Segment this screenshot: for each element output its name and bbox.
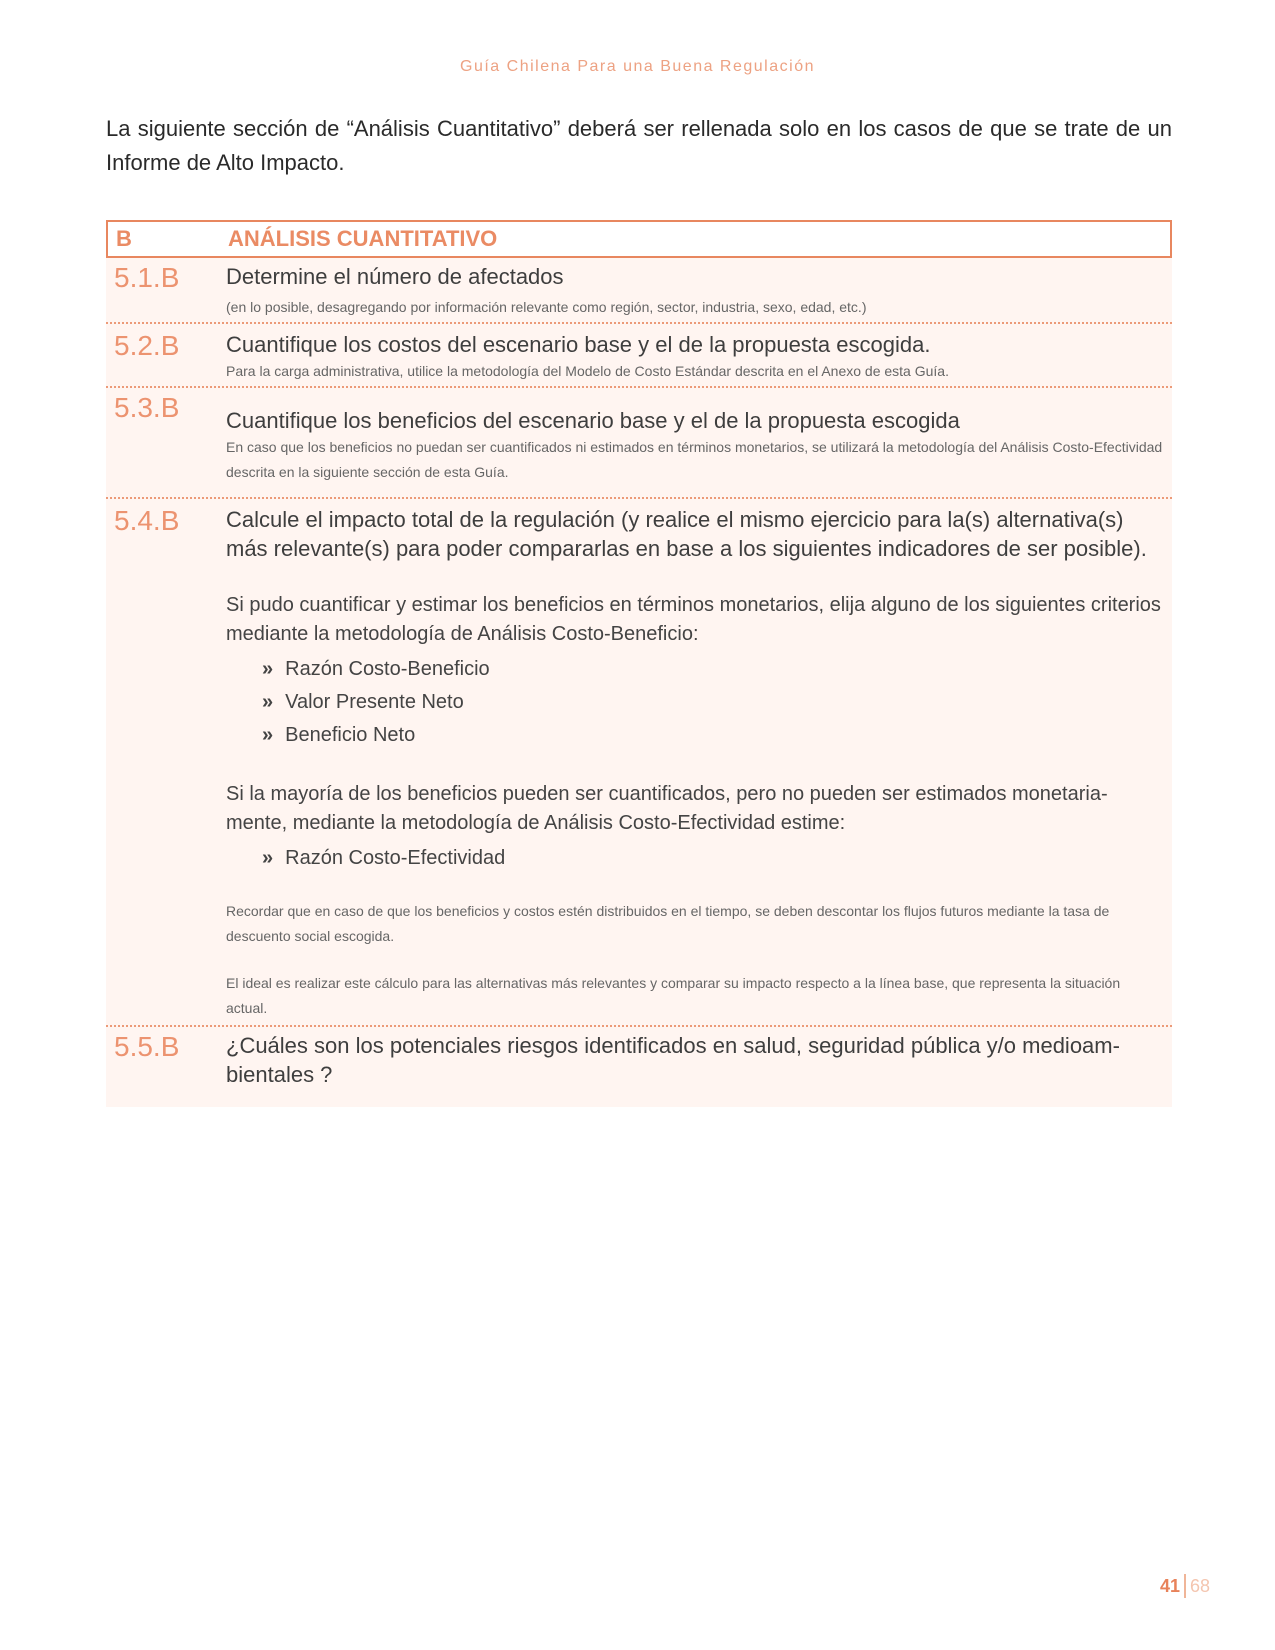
criteria-list-monetary: [226, 653, 1164, 752]
chevron-right-icon: »: [262, 724, 274, 746]
table-row: [106, 324, 1172, 388]
alternatives-note: El ideal es realizar este cálculo para las alternativas más relevantes y comparar su impacto respecto a la línea base, que representa la situación actual.: [226, 975, 1121, 1016]
list-item: [262, 653, 1164, 686]
discount-note: Recordar que en caso de que los beneficios y costos estén distribuidos en el tiempo, se deben descontar los flujos futuros mediante la tasa de descuento social escogida.: [226, 903, 1110, 944]
list-item-label: Razón Costo-Efectividad: [285, 847, 506, 869]
section-code: B: [116, 226, 132, 251]
chevron-right-icon: »: [262, 691, 274, 713]
item-question: Cuantifique los costos del escenario base y el de la propuesta escogida.: [226, 332, 931, 357]
page-number: [1160, 1574, 1210, 1598]
chevron-right-icon: »: [262, 658, 274, 680]
table-row: [106, 499, 1172, 1027]
list-item: [262, 686, 1164, 719]
item-number: 5.4.B: [114, 505, 180, 536]
list-item-label: Valor Presente Neto: [285, 691, 464, 713]
item-question: Calcule el impacto total de la regulación (y realice el mismo ejercicio para la(s) alternativa(s) más relevante(s) para poder compararlas en base a los siguientes indicadores de ser posible).: [226, 507, 1147, 561]
section-title: ANÁLISIS CUANTITATIVO: [228, 226, 498, 251]
table-row: [106, 258, 1172, 324]
criteria-paragraph-effectiveness: Si la mayoría de los beneficios pueden ser cuantificados, pero no pueden ser estimados monetaria-mente, mediante la metodología de Análisis Costo-Efectividad estime:: [226, 783, 1108, 834]
criteria-paragraph-monetary: Si pudo cuantificar y estimar los beneficios en términos monetarios, elija alguno de los siguientes criterios mediante la metodología de Análisis Costo-Beneficio:: [226, 594, 1161, 645]
table-row: [106, 1027, 1172, 1107]
list-item: [262, 842, 1164, 875]
item-number: 5.2.B: [114, 330, 180, 361]
total-pages: 68: [1190, 1575, 1211, 1596]
analysis-table: [106, 220, 1172, 1107]
current-page: 41: [1160, 1575, 1181, 1596]
item-number: 5.1.B: [114, 262, 180, 293]
list-item: [262, 719, 1164, 752]
item-note: (en lo posible, desagregando por información relevante como región, sector, industria, sexo, edad, etc.): [226, 299, 867, 315]
item-question: ¿Cuáles son los potenciales riesgos identificados en salud, seguridad pública y/o medioam-bientales ?: [226, 1033, 1120, 1087]
item-number: 5.3.B: [114, 392, 180, 423]
table-row: [106, 388, 1172, 499]
chevron-right-icon: »: [262, 847, 274, 869]
item-question: Cuantifique los beneficios del escenario base y el de la propuesta escogida: [226, 408, 960, 433]
list-item-label: Razón Costo-Beneficio: [285, 658, 490, 680]
list-item-label: Beneficio Neto: [285, 724, 416, 746]
item-number: 5.5.B: [114, 1031, 180, 1062]
table-header: [106, 220, 1172, 258]
item-note: En caso que los beneficios no puedan ser cuantificados ni estimados en términos monetarios, se utilizará la metodología del Análisis Costo-Efectividad descrita en la siguiente sección de esta Guía.: [226, 439, 1163, 480]
item-note: Para la carga administrativa, utilice la metodología del Modelo de Costo Estándar descrita en el Anexo de esta Guía.: [226, 363, 949, 379]
item-question: Determine el número de afectados: [226, 264, 564, 289]
page-separator: [1184, 1574, 1186, 1598]
criteria-list-effectiveness: [226, 842, 1164, 875]
intro-paragraph: La siguiente sección de “Análisis Cuantitativo” deberá ser rellenada solo en los casos de que se trate de un Informe de Alto Impacto.: [106, 116, 1172, 175]
running-header: Guía Chilena Para una Buena Regulación: [460, 58, 815, 75]
